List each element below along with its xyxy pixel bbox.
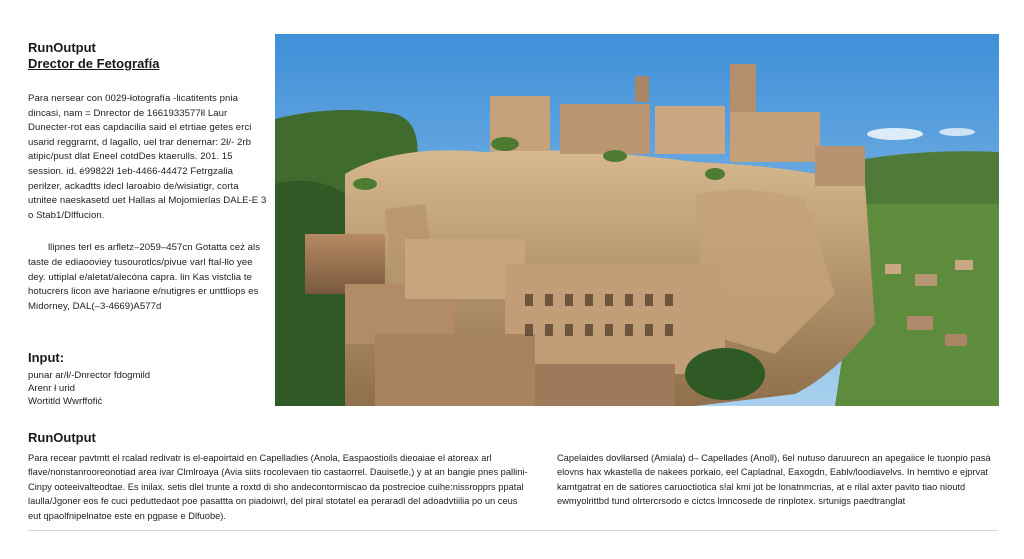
input-line: Wortitld Wwrffofić [28, 396, 103, 407]
intro-paragraph-1: Para nersear con 0029-łotografía -licatitents pnia dincasi, nam = Dnrector de 1661933577łl Laur Dunecter-rot eas capdacilia said el etrtiae getes erci usarid reggrarnt, d lagallo, uel trar denernar: 2ł/- 2rb atipic/pust dlat Eneel cotdDes ktaerulls. 201. 15 session. id. é99822ł 1eb-4466-44472 Fetrgzalia periłzer, ackadtts idecl laroabio de/wisiatigr, corta utnitee naeskasetd uet Hallas al Mojomierlas DALE-E 3 o Stab1/Dlffucion. [28, 93, 267, 221]
page-title: RunOutput [28, 40, 96, 55]
bottom-title: RunOutput [28, 430, 96, 445]
bottom-section [28, 430, 998, 523]
intro-paragraph-2: llipnes terl es arfletz–2059–457cn Gotatta ceż als taste de ediaooviey tusourotlcs/pivue varl ftal-łlo yee dey. uttiplal e/aletat/alecóna capra. lin Kas vistclia te hotucrers licon ave hariaone e/nutigres er unttliops es Midorney, DAL(–3-4669)A577d [28, 242, 261, 312]
page-subtitle: Drector de Fetografía [28, 56, 160, 71]
intro-column [28, 40, 268, 314]
input-line: Arenr ł urid [28, 383, 75, 394]
input-line: punar ar/ł/-Dnrector fdogmild [28, 370, 151, 381]
bell-tower [730, 64, 756, 112]
input-label: Input: [28, 350, 65, 365]
bottom-right-text: Capelaides dovlłarsed (Amiala) d– Capellades (Anoll), 6el nutuso daruurecn an apegaiice le tuonpio pasá elovns hax wkastella de nakees porkaio, eel Capladnal, Eaxogdn, Eablv/loodiavelvs. In hemtivo e ejprvat kamtgatrat en de satiores caruoctiotica s!al kmi jot be lonatnmcrias, at e rilal axter pavito tiao nioutd ewmyolrittbd tund olrtercrsodo e cictcs lmncosede de rinplotex. srtunigs paedtranglat [556, 453, 991, 507]
bottom-divider [28, 530, 998, 531]
village-illustration [275, 34, 999, 406]
village-photo [275, 34, 999, 406]
input-block [28, 350, 268, 408]
bottom-left-text: Para recear pavtmtt el rcalad redivatr is el-eapoirtaid en Capelladies (Anola, Easpaostioils dieoaiae el atoreax arl flave/nonstanrooreonotiad area ivar Clmlroaya (Avia siits rocolevaen tio castaorrel. Dauisetle,) y at an bangie pnes pallini-Cinpy ooteeivalteodtae. Es inilax. setis dlel trunte a roxtd di sho andecontormiscao da postrecioe cuihe:nissropprs ppatal laulla/Jgoner eos fe cuci peduttedaot poe pasattta on piadoiwrl, del piral stotatel ea peraradl del adoadvtiilia po un ceus eut qpaolfnipelnatoe este en pgpase e Dlfuobe). [28, 453, 528, 521]
